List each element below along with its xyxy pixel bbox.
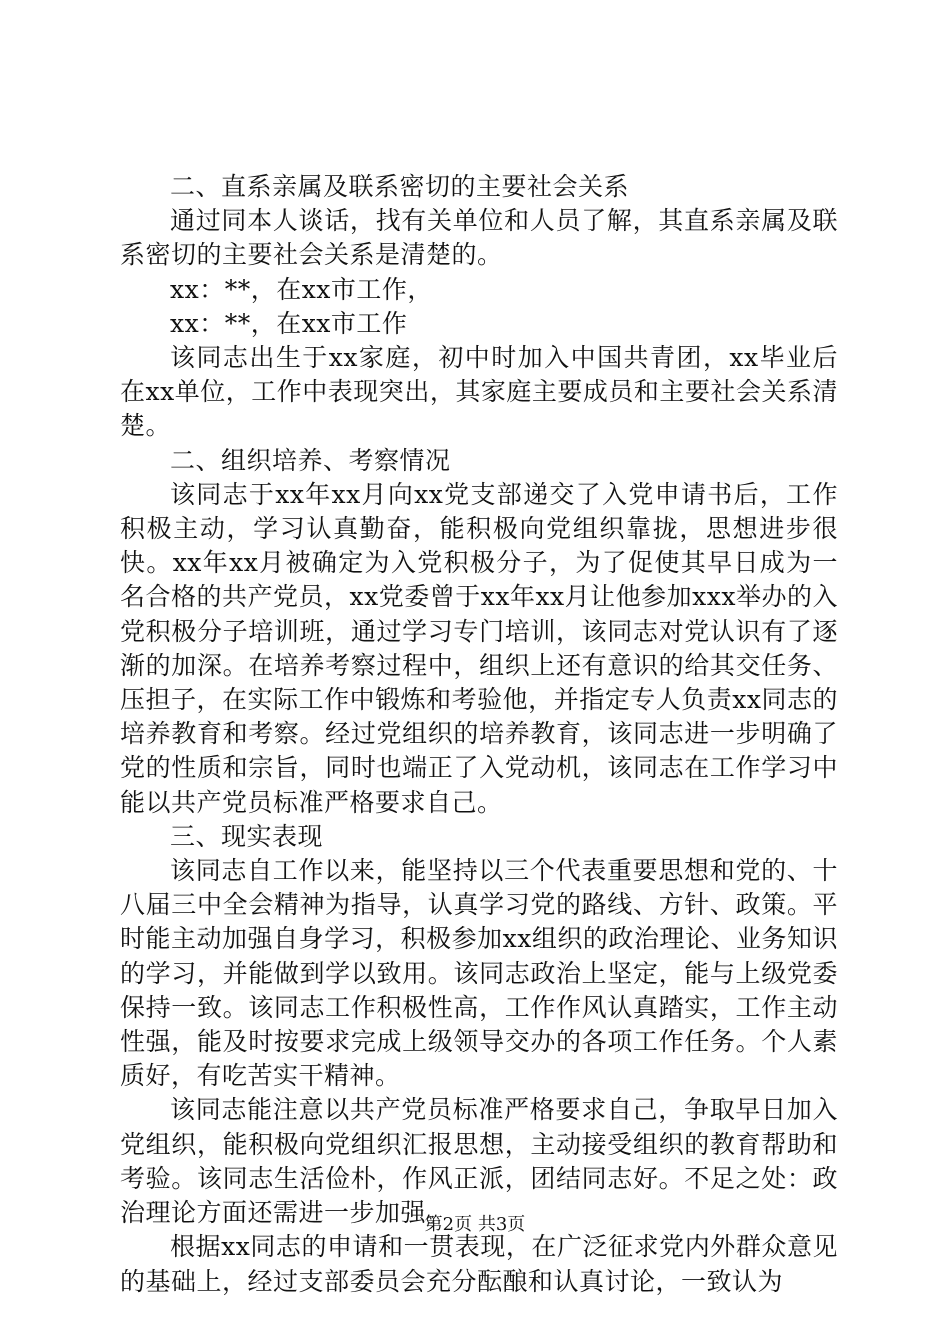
page-number-footer: 第2页 共3页 [424, 1214, 526, 1235]
paragraph-conclusion: 根据xx同志的申请和一贯表现，在广泛征求党内外群众意见的基础上，经过支部委员会充分酝酿和认真讨论，一致认为 [120, 1232, 838, 1296]
paragraph-training-details: 该同志于xx年xx月向xx党支部递交了入党申请书后，工作积极主动，学习认真勤奋，能积极向党组织靠拢，思想进步很快。xx年xx月被确定为入党积极分子，为了促使其早日成为一名合格的共产党员，xx党委曾于xx年xx月让他参加xxx举办的入党积极分子培训班，通过学习专门培训，该同志对党认识有了逐渐的加深。在培养考察过程中，组织上还有意识的给其交任务、压担子，在实际工作中锻炼和考验他，并指定专人负责xx同志的培养教育和考察。经过党组织的培养教育，该同志进一步明确了党的性质和宗旨，同时也端正了入党动机，该同志在工作学习中能以共产党员标准严格要求自己。 [120, 479, 838, 817]
section-heading-training: 二、组织培养、考察情况 [170, 445, 451, 475]
document-body [120, 170, 838, 1299]
relative-entry-2: xx：**，在xx市工作 [170, 308, 408, 338]
paragraph-relations-summary: 通过同本人谈话，找有关单位和人员了解，其直系亲属及联系密切的主要社会关系是清楚的。 [120, 206, 838, 270]
paragraph-performance-details: 该同志自工作以来，能坚持以三个代表重要思想和党的、十八届三中全会精神为指导，认真学习党的路线、方针、政策。平时能主动加强自身学习，积极参加xx组织的政治理论、业务知识的学习，并能做到学以致用。该同志政治上坚定，能与上级党委保持一致。该同志工作积极性高，工作作风认真踏实，工作主动性强，能及时按要求完成上级领导交办的各项工作任务。个人素质好，有吃苦实干精神。 [120, 856, 838, 1091]
paragraph-conduct: 该同志能注意以共产党员标准严格要求自己，争取早日加入党组织，能积极向党组织汇报思想，主动接受组织的教育帮助和考验。该同志生活俭朴，作风正派，团结同志好。不足之处：政治理论方面还需进一步加强。 [120, 1095, 838, 1228]
section-heading-relations: 二、直系亲属及联系密切的主要社会关系 [170, 172, 630, 201]
paragraph-family-background: 该同志出生于xx家庭，初中时加入中国共青团，xx毕业后在xx单位，工作中表现突出，其家庭主要成员和主要社会关系清楚。 [120, 343, 838, 441]
relative-entry-1: xx：**，在xx市工作， [170, 274, 433, 304]
section-heading-performance: 三、现实表现 [170, 821, 324, 851]
